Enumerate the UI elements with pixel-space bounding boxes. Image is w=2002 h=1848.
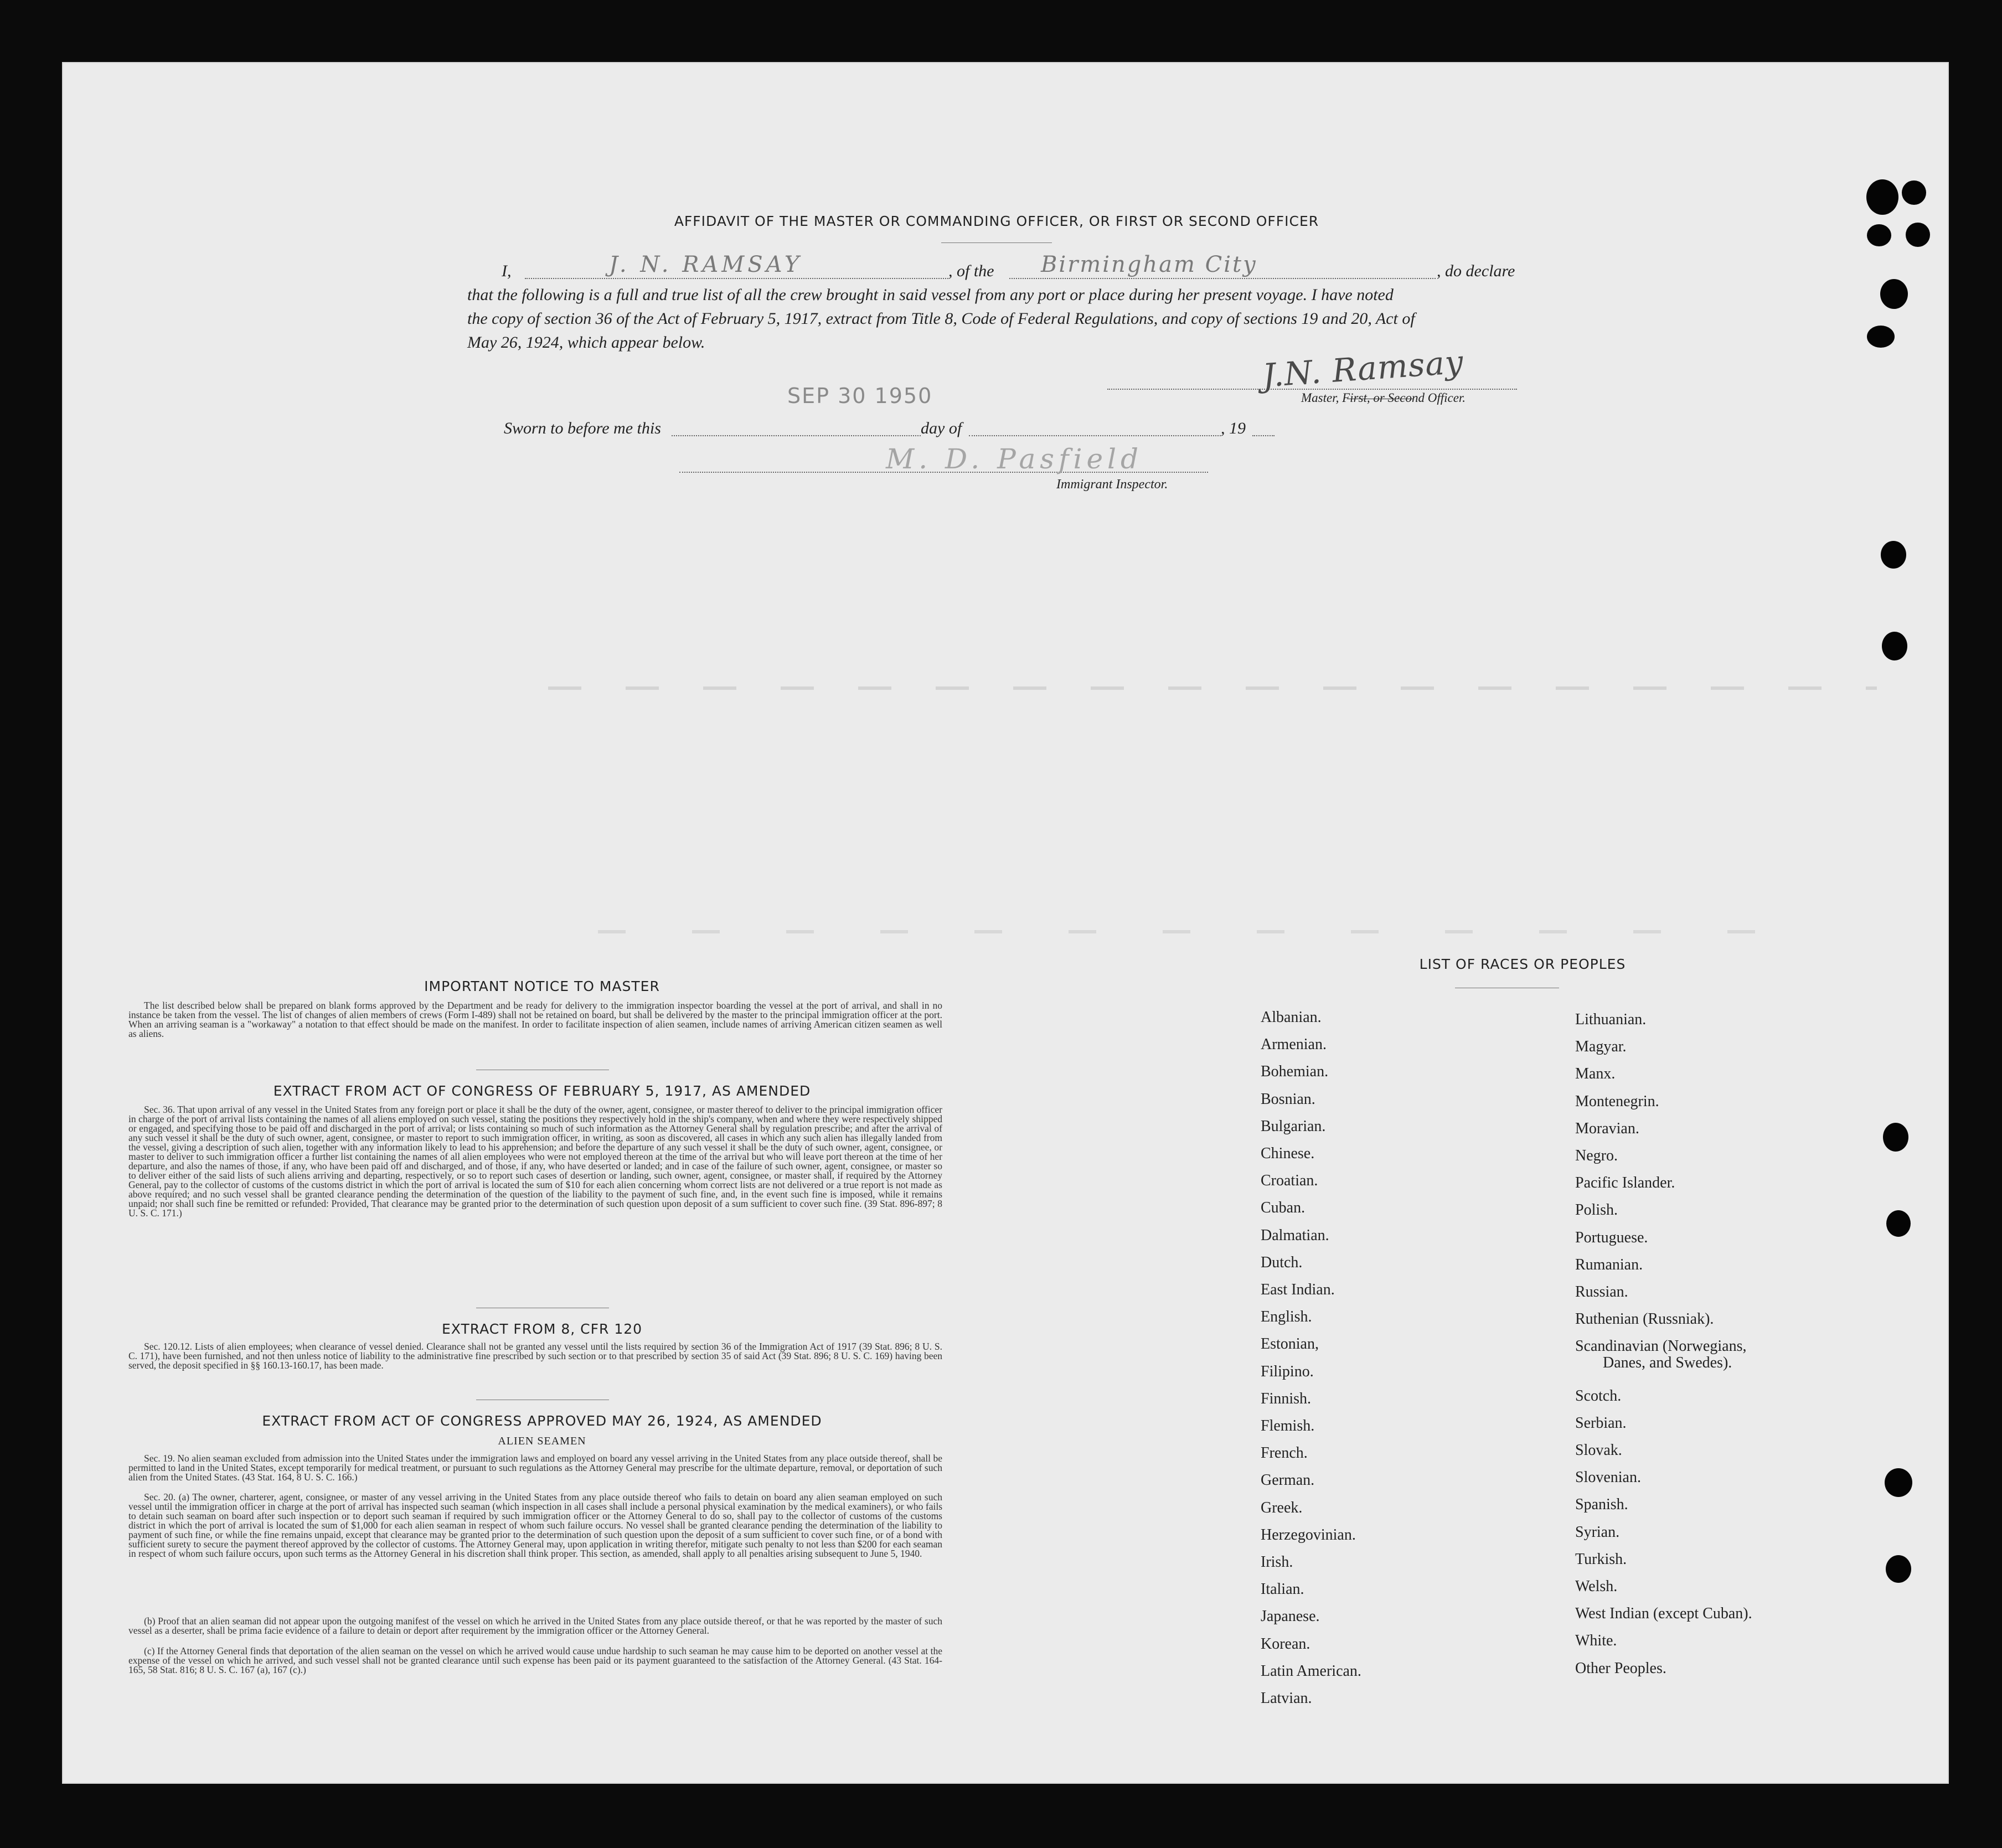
affidavit-line-4: May 26, 1924, which appear below. bbox=[467, 333, 705, 352]
race-item: French. bbox=[1261, 1444, 1308, 1462]
bleed-through-row-1 bbox=[548, 686, 1877, 690]
punch-hole bbox=[1867, 326, 1895, 348]
extract-1924-subtitle: ALIEN SEAMEN bbox=[498, 1435, 586, 1447]
affidavit-i: I, bbox=[502, 262, 512, 280]
race-item: Herzegovinian. bbox=[1261, 1526, 1356, 1544]
vessel-fill-line bbox=[1009, 278, 1436, 279]
punch-hole bbox=[1885, 1468, 1912, 1497]
race-item: Scotch. bbox=[1575, 1387, 1622, 1405]
race-item: Magyar. bbox=[1575, 1038, 1627, 1056]
race-item: Other Peoples. bbox=[1575, 1659, 1666, 1677]
extract-1917-title: EXTRACT FROM ACT OF CONGRESS OF FEBRUARY 5, 1917, AS AMENDED bbox=[273, 1083, 811, 1099]
race-item: Korean. bbox=[1261, 1635, 1310, 1653]
punch-hole bbox=[1866, 179, 1898, 215]
punch-hole bbox=[1906, 223, 1930, 247]
punch-hole bbox=[1886, 1555, 1911, 1583]
master-signature-caption: Master, First, or Second Officer. bbox=[1301, 391, 1466, 405]
punch-hole bbox=[1880, 279, 1908, 309]
punch-hole bbox=[1902, 180, 1926, 205]
race-item: Negro. bbox=[1575, 1147, 1618, 1164]
date-stamp: SEP 30 1950 bbox=[787, 384, 933, 408]
notice-text: The list described below shall be prepared on blank forms approved by the Department and be ready for delivery to the immigration inspector boarding the vessel at the port of arrival, and shall in no instance be taken from the vessel. The list of changes of alien members of crews (Form I-489) shall not be retained on board, but shall be delivered by the master to the principal immigration officer at the port. When an arriving seaman is a "workaway" a notation to that effect should be made on the manifest. In order to facilitate inspection of alien seamen, include names of arriving American citizen seamen as well as aliens. bbox=[128, 1000, 942, 1039]
race-item: Filipino. bbox=[1261, 1362, 1314, 1380]
race-item: East Indian. bbox=[1261, 1281, 1335, 1298]
race-item: Flemish. bbox=[1261, 1417, 1315, 1434]
race-item: West Indian (except Cuban). bbox=[1575, 1605, 1752, 1623]
races-title: LIST OF RACES OR PEOPLES bbox=[1419, 956, 1626, 972]
race-item: Manx. bbox=[1575, 1065, 1616, 1083]
race-item: Lithuanian. bbox=[1575, 1011, 1647, 1028]
sworn-day-line bbox=[672, 435, 921, 436]
race-item: Dalmatian. bbox=[1261, 1226, 1329, 1244]
race-item: Slovenian. bbox=[1575, 1469, 1641, 1486]
race-item: Japanese. bbox=[1261, 1608, 1320, 1625]
name-fill-line bbox=[525, 278, 948, 279]
race-item: Dutch. bbox=[1261, 1253, 1303, 1271]
affidavit-line-2: that the following is a full and true list of all the crew brought in said vessel from any port or place during her present voyage. I have noted bbox=[467, 286, 1394, 304]
race-item: Serbian. bbox=[1575, 1414, 1627, 1432]
race-item: Latvian. bbox=[1261, 1690, 1312, 1707]
punch-hole bbox=[1881, 541, 1906, 569]
race-item: Croatian. bbox=[1261, 1172, 1318, 1190]
race-item: Polish. bbox=[1575, 1201, 1618, 1219]
year-label: , 19 bbox=[1221, 419, 1246, 437]
race-item: Russian. bbox=[1575, 1283, 1628, 1300]
race-item: Cuban. bbox=[1261, 1199, 1306, 1217]
race-item: White. bbox=[1575, 1632, 1617, 1650]
race-item: Montenegrin. bbox=[1575, 1092, 1659, 1110]
extract-cfr-title: EXTRACT FROM 8, CFR 120 bbox=[441, 1321, 643, 1337]
master-name-handwritten: J. N. RAMSAY bbox=[609, 252, 803, 277]
title-rule bbox=[941, 242, 1052, 243]
punch-hole bbox=[1886, 1210, 1911, 1237]
extract-1924-title: EXTRACT FROM ACT OF CONGRESS APPROVED MAY 26, 1924, AS AMENDED bbox=[262, 1413, 822, 1429]
sworn-year-line bbox=[1252, 435, 1275, 436]
race-item: Ruthenian (Russniak). bbox=[1575, 1310, 1714, 1328]
vessel-name-handwritten: Birmingham City bbox=[1041, 252, 1257, 277]
inspector-caption: Immigrant Inspector. bbox=[1056, 477, 1168, 492]
race-item: Scandinavian (Norwegians, bbox=[1575, 1338, 1747, 1355]
race-item: Rumanian. bbox=[1575, 1256, 1643, 1273]
race-item: Danes, and Swedes). bbox=[1603, 1354, 1732, 1372]
race-item: Welsh. bbox=[1575, 1578, 1618, 1595]
extract-cfr-text: Sec. 120.12. Lists of alien employees; when clearance of vessel denied. Clearance shall not be granted any vessel until the lists required by section 36 of the Immigration Act of 1917 (39 Stat. 896; 8 U. S. C. 171), have been furnished, and not then unless notice of liability to the administrative fine prescribed by such section or to that prescribed by section 35 of said Act (39 Stat. 896; 8 U. S. C. 169) having been served, the deposit specified in §§ 160.13-160.17, has been made. bbox=[128, 1341, 942, 1371]
sworn-month-line bbox=[969, 435, 1221, 436]
race-item: Portuguese. bbox=[1575, 1228, 1648, 1246]
race-item: Greek. bbox=[1261, 1499, 1303, 1516]
race-item: English. bbox=[1261, 1308, 1312, 1326]
race-item: Armenian. bbox=[1261, 1036, 1327, 1054]
extract-1924-sec20b: (b) Proof that an alien seaman did not appear upon the outgoing manifest of the vessel on which he arrived in the United States from any place outside thereof, or that he was reported by the master of such vessel as a deserter, shall be prima facie evidence of a failure to detain or deport after requirement by the immigration officer or the Attorney General. bbox=[128, 1615, 942, 1636]
race-item: Bohemian. bbox=[1261, 1063, 1329, 1081]
affidavit-do-declare: , do declare bbox=[1437, 262, 1515, 280]
race-item: Finnish. bbox=[1261, 1390, 1312, 1407]
race-item: German. bbox=[1261, 1472, 1315, 1489]
race-item: Estonian, bbox=[1261, 1335, 1319, 1353]
race-item: Irish. bbox=[1261, 1553, 1293, 1571]
punch-hole bbox=[1882, 632, 1907, 660]
race-item: Italian. bbox=[1261, 1581, 1304, 1598]
extract-1924-sec19: Sec. 19. No alien seaman excluded from admission into the United States under the immigration laws and employed on board any vessel arriving in the United States from any place outside thereof, shall be permitted to land in the United States, except temporarily for medical treatment, or pursuant to such regulations as the Attorney General may prescribe for the ultimate departure, removal, or deportation of such alien from the United States. (43 Stat. 164, 8 U. S. C. 166.) bbox=[128, 1453, 942, 1483]
affidavit-of-the: , of the bbox=[948, 262, 994, 280]
race-item: Turkish. bbox=[1575, 1550, 1627, 1568]
extract-1924-sec20a: Sec. 20. (a) The owner, charterer, agent, consignee, or master of any vessel arriving in the United States from any place outside thereof who fails to detain on board any alien seaman employed on such vessel until the immigration officer in charge at the port of arrival has inspected such seaman (which inspection in all cases shall include a personal physical examination by the medical examiners), or who fails to detain such seaman on board after such inspection or to deport such seaman if required by such immigration officer or the Attorney General to do so, shall pay to the collector of customs of the customs district in which the port of arrival is located the sum of $1,000 for each alien seaman in respect of whom such failure occurs. No vessel shall be granted clearance pending the determination of the liability to payment of such fine, or while the fine remains unpaid, except that clearance may be granted prior to the determination of such question upon the deposit of a sum sufficient to cover such fine, or of a bond with sufficient surety to secure the payment thereof approved by the collector of customs. The Attorney General may, upon application in writing therefor, mitigate such penalty to not less than $200 for each seaman in respect of whom such failure occurs, upon such terms as the Attorney General in his discretion shall think proper. This section, as amended, shall apply to all penalties arising subsequent to June 5, 1940. bbox=[128, 1491, 942, 1559]
punch-hole bbox=[1867, 224, 1891, 246]
race-item: Spanish. bbox=[1575, 1496, 1628, 1514]
race-item: Chinese. bbox=[1261, 1145, 1315, 1162]
race-item: Bosnian. bbox=[1261, 1090, 1315, 1108]
race-item: Albanian. bbox=[1261, 1009, 1322, 1026]
master-signature: J.N. Ramsay bbox=[1261, 343, 1465, 395]
bleed-through-row-2 bbox=[598, 930, 1816, 933]
day-of-label: day of bbox=[921, 419, 962, 437]
extract-1917-text: Sec. 36. That upon arrival of any vessel in the United States from any foreign port or place it shall be the duty of the owner, agent, consignee, or master thereof to deliver to the principal immigration officer in charge of the port of arrival lists containing the names of all aliens employed on such vessel, stating the positions they respectively hold in the ship's company, when and where they were respectively shipped or engaged, and specifying those to be paid off and discharged in the port of arrival; or lists containing so much of such information as the Attorney General shall by regulation prescribe; and after the arrival of any such vessel it shall be the duty of such owner, agent, consignee, or master to report to such immigration officer, in writing, as soon as discovered, all cases in which any such alien has illegally landed from the vessel, giving a description of such alien, together with any information likely to lead to his apprehension; and before the departure of any such vessel it shall be the duty of such owner, agent, consignee, or master to deliver to such immigration officer a further list containing the names of all alien employees who were not employed thereon at the time of the arrival but who will leave port thereon at the time of her departure, and also the names of those, if any, who have been paid off and discharged, and of those, if any, who have deserted or landed; and in case of the failure of such owner, agent, consignee, or master so to deliver either of the said lists of such aliens arriving and departing, respectively, or so to report such cases of desertion or landing, such owner, agent, consignee, or master shall, if required by the Attorney General, pay to the collector of customs of the customs district in which the port of arrival is located the sum of $10 for each alien concerning whom correct lists are not delivered or a true report is not made as above required; and no such vessel shall be granted clearance pending the determination of the question of the liability to the payment of such fine, and, in the event such fine is imposed, while it remains unpaid; nor shall such fine be remitted or refunded: Provided, That clearance may be granted prior to the determination of such question upon deposit of a sum sufficient to cover such fine. (39 Stat. 896-897; 8 U. S. C. 171.) bbox=[128, 1104, 942, 1219]
race-item: Moravian. bbox=[1575, 1119, 1639, 1137]
extract-1924-sec20c: (c) If the Attorney General finds that deportation of the alien seaman on the vessel on which he arrived would cause undue hardship to such seaman he may cause him to be deported on another vessel at the expense of the vessel on which he arrived, and such vessel shall not be granted clearance until such expense has been paid or its payment guaranteed to the satisfaction of the Attorney General. (43 Stat. 164-165, 58 Stat. 816; 8 U. S. C. 167 (a), 167 (c).) bbox=[128, 1645, 942, 1675]
notice-title: IMPORTANT NOTICE TO MASTER bbox=[424, 978, 660, 994]
race-item: Slovak. bbox=[1575, 1442, 1622, 1459]
affidavit-line-3: the copy of section 36 of the Act of February 5, 1917, extract from Title 8, Code of Federal Regulations, and copy of sections 19 and 20, Act of bbox=[467, 309, 1415, 328]
race-item: Bulgarian. bbox=[1261, 1117, 1326, 1135]
race-item: Latin American. bbox=[1261, 1662, 1361, 1680]
punch-hole bbox=[1883, 1123, 1908, 1152]
race-item: Pacific Islander. bbox=[1575, 1174, 1675, 1192]
race-item: Syrian. bbox=[1575, 1523, 1620, 1541]
sworn-label: Sworn to before me this bbox=[504, 419, 661, 437]
affidavit-title: AFFIDAVIT OF THE MASTER OR COMMANDING OFFICER, OR FIRST OR SECOND OFFICER bbox=[674, 213, 1319, 229]
inspector-signature: M. D. Pasfield bbox=[886, 443, 1143, 475]
